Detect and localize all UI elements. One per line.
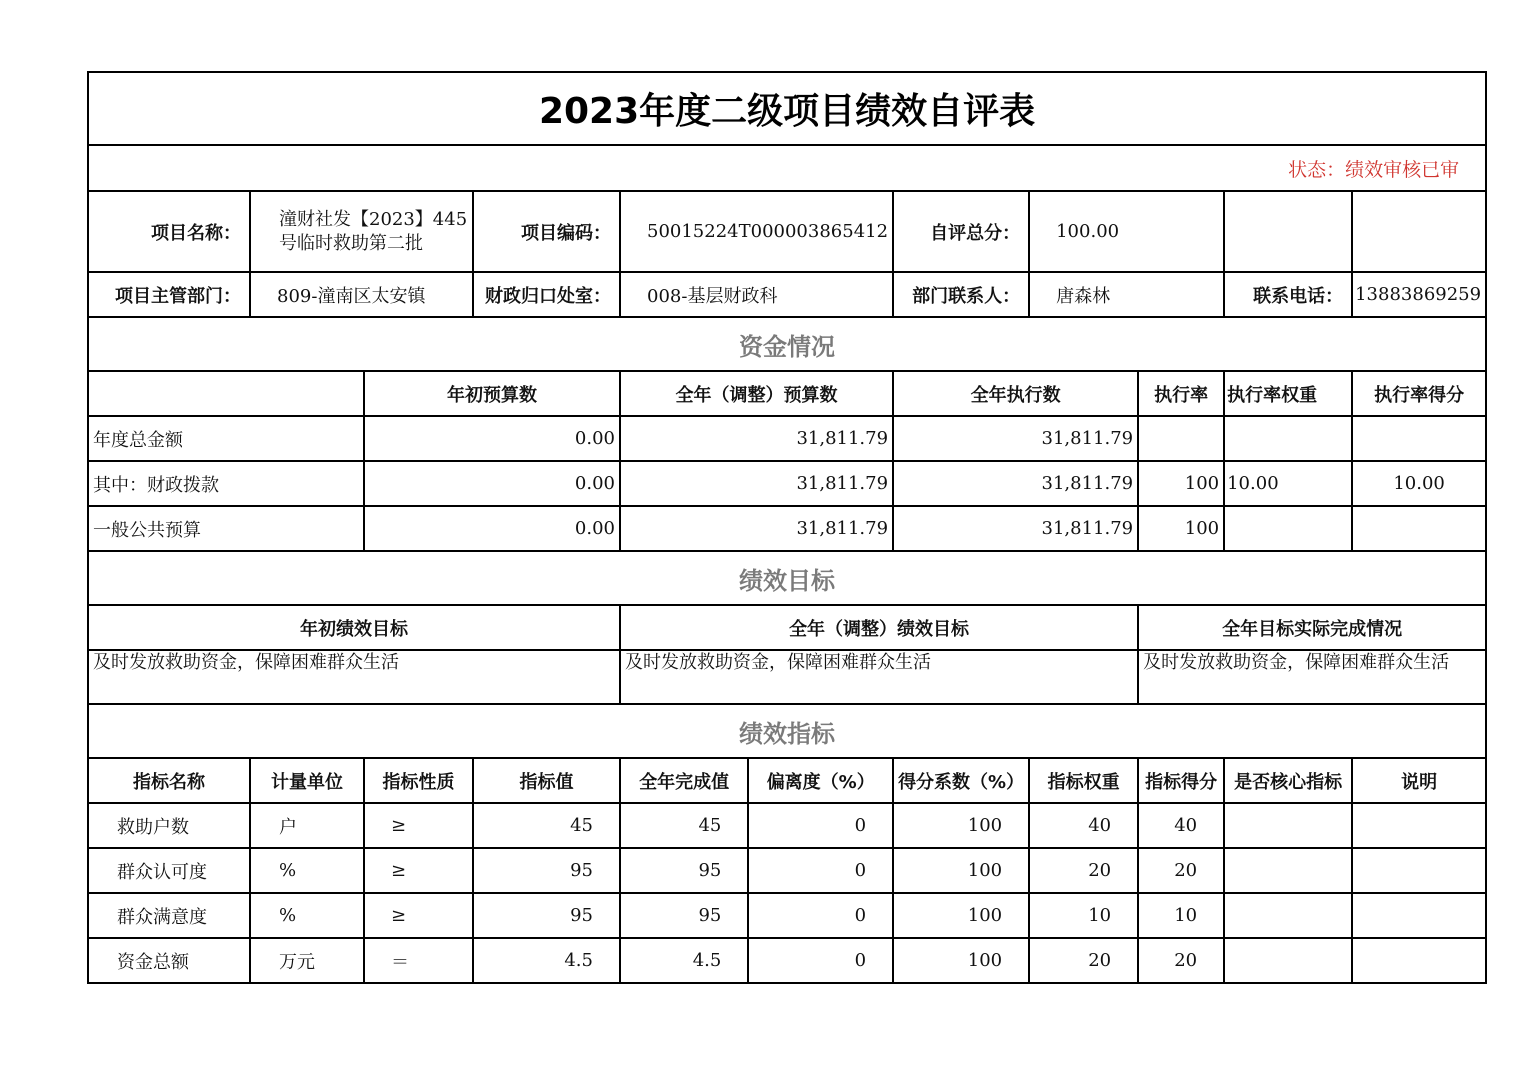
finance-office-value: 008-基层财政科 xyxy=(620,272,893,317)
funds-header-score: 执行率得分 xyxy=(1352,371,1486,416)
ind-unit: % xyxy=(250,893,364,938)
ind-coef: 100 xyxy=(893,848,1029,893)
contact-label: 部门联系人： xyxy=(893,272,1029,317)
ind-coef: 100 xyxy=(893,938,1029,983)
ind-actual: 95 xyxy=(620,848,748,893)
ind-actual: 4.5 xyxy=(620,938,748,983)
funds-executed: 31,811.79 xyxy=(893,461,1138,506)
ind-note xyxy=(1352,893,1486,938)
ind-nature: ≥ xyxy=(364,803,473,848)
goals-header-initial: 年初绩效目标 xyxy=(88,605,620,650)
ind-core xyxy=(1224,848,1352,893)
ind-nature: ≥ xyxy=(364,893,473,938)
funds-header-rate: 执行率 xyxy=(1138,371,1224,416)
funds-header-executed: 全年执行数 xyxy=(893,371,1138,416)
funds-initial: 0.00 xyxy=(364,506,620,551)
empty-header-cell xyxy=(88,371,364,416)
table-row xyxy=(88,461,1486,506)
project-name-label: 项目名称： xyxy=(88,191,250,272)
ind-header-score: 指标得分 xyxy=(1138,758,1224,803)
ind-deviation: 0 xyxy=(748,803,893,848)
page-title: 2023年度二级项目绩效自评表 xyxy=(88,72,1486,145)
ind-core xyxy=(1224,893,1352,938)
ind-header-core: 是否核心指标 xyxy=(1224,758,1352,803)
ind-target: 95 xyxy=(473,848,620,893)
ind-weight: 20 xyxy=(1029,848,1138,893)
ind-score: 20 xyxy=(1138,848,1224,893)
funds-row-label: 一般公共预算 xyxy=(88,506,364,551)
table-row xyxy=(88,803,1486,848)
phone-label: 联系电话： xyxy=(1224,272,1352,317)
ind-name: 资金总额 xyxy=(88,938,250,983)
indicators-section-title: 绩效指标 xyxy=(88,704,1486,758)
funds-adjusted: 31,811.79 xyxy=(620,461,893,506)
funds-rate: 100 xyxy=(1138,461,1224,506)
table-row xyxy=(88,506,1486,551)
funds-executed: 31,811.79 xyxy=(893,506,1138,551)
ind-score: 20 xyxy=(1138,938,1224,983)
ind-header-name: 指标名称 xyxy=(88,758,250,803)
goals-header-adjusted: 全年（调整）绩效目标 xyxy=(620,605,1138,650)
funds-weight: 10.00 xyxy=(1224,461,1352,506)
ind-weight: 40 xyxy=(1029,803,1138,848)
ind-header-note: 说明 xyxy=(1352,758,1486,803)
goal-actual-text: 及时发放救助资金，保障困难群众生活 xyxy=(1138,650,1486,704)
funds-header-initial: 年初预算数 xyxy=(364,371,620,416)
contact-value: 唐森林 xyxy=(1029,272,1224,317)
ind-header-weight: 指标权重 xyxy=(1029,758,1138,803)
empty-cell xyxy=(1224,191,1352,272)
ind-deviation: 0 xyxy=(748,893,893,938)
funds-section-title: 资金情况 xyxy=(88,317,1486,371)
goal-initial-text: 及时发放救助资金，保障困难群众生活 xyxy=(88,650,620,704)
funds-score xyxy=(1352,416,1486,461)
ind-name: 救助户数 xyxy=(88,803,250,848)
funds-adjusted: 31,811.79 xyxy=(620,416,893,461)
empty-cell xyxy=(1352,191,1486,272)
funds-rate: 100 xyxy=(1138,506,1224,551)
ind-score: 10 xyxy=(1138,893,1224,938)
ind-nature: ＝ xyxy=(364,938,473,983)
ind-note xyxy=(1352,938,1486,983)
ind-weight: 20 xyxy=(1029,938,1138,983)
goals-header-actual: 全年目标实际完成情况 xyxy=(1138,605,1486,650)
total-score-label: 自评总分： xyxy=(893,191,1029,272)
funds-score: 10.00 xyxy=(1352,461,1486,506)
phone-value: 13883869259 xyxy=(1352,272,1486,317)
ind-header-unit: 计量单位 xyxy=(250,758,364,803)
ind-core xyxy=(1224,938,1352,983)
ind-actual: 95 xyxy=(620,893,748,938)
ind-target: 95 xyxy=(473,893,620,938)
total-score-value: 100.00 xyxy=(1029,191,1224,272)
funds-header-adjusted: 全年（调整）预算数 xyxy=(620,371,893,416)
ind-deviation: 0 xyxy=(748,848,893,893)
status-text: 状态：绩效审核已审 xyxy=(88,145,1486,191)
ind-core xyxy=(1224,803,1352,848)
funds-executed: 31,811.79 xyxy=(893,416,1138,461)
table-row xyxy=(88,416,1486,461)
ind-unit: % xyxy=(250,848,364,893)
ind-header-nature: 指标性质 xyxy=(364,758,473,803)
ind-weight: 10 xyxy=(1029,893,1138,938)
funds-header-weight: 执行率权重 xyxy=(1224,371,1352,416)
ind-unit: 万元 xyxy=(250,938,364,983)
table-row xyxy=(88,938,1486,983)
ind-header-target: 指标值 xyxy=(473,758,620,803)
self-evaluation-table xyxy=(87,71,1487,984)
ind-unit: 户 xyxy=(250,803,364,848)
funds-initial: 0.00 xyxy=(364,416,620,461)
goals-section-title: 绩效目标 xyxy=(88,551,1486,605)
finance-office-label: 财政归口处室： xyxy=(473,272,620,317)
project-code-value: 50015224T000003865412 xyxy=(620,191,893,272)
ind-score: 40 xyxy=(1138,803,1224,848)
ind-coef: 100 xyxy=(893,803,1029,848)
ind-deviation: 0 xyxy=(748,938,893,983)
funds-row-label: 年度总金额 xyxy=(88,416,364,461)
funds-adjusted: 31,811.79 xyxy=(620,506,893,551)
funds-rate xyxy=(1138,416,1224,461)
goal-adjusted-text: 及时发放救助资金，保障困难群众生活 xyxy=(620,650,1138,704)
ind-target: 4.5 xyxy=(473,938,620,983)
ind-nature: ≥ xyxy=(364,848,473,893)
ind-header-actual: 全年完成值 xyxy=(620,758,748,803)
dept-label: 项目主管部门： xyxy=(88,272,250,317)
funds-row-label: 其中：财政拨款 xyxy=(88,461,364,506)
funds-weight xyxy=(1224,416,1352,461)
ind-actual: 45 xyxy=(620,803,748,848)
funds-weight xyxy=(1224,506,1352,551)
ind-name: 群众认可度 xyxy=(88,848,250,893)
project-name-value: 潼财社发【2023】445号临时救助第二批 xyxy=(250,191,473,272)
funds-initial: 0.00 xyxy=(364,461,620,506)
ind-target: 45 xyxy=(473,803,620,848)
ind-name: 群众满意度 xyxy=(88,893,250,938)
table-row xyxy=(88,893,1486,938)
project-code-label: 项目编码： xyxy=(473,191,620,272)
table-row xyxy=(88,848,1486,893)
funds-score xyxy=(1352,506,1486,551)
dept-value: 809-潼南区太安镇 xyxy=(250,272,473,317)
ind-header-coef: 得分系数（%） xyxy=(893,758,1029,803)
ind-note xyxy=(1352,848,1486,893)
ind-note xyxy=(1352,803,1486,848)
ind-coef: 100 xyxy=(893,893,1029,938)
ind-header-deviation: 偏离度（%） xyxy=(748,758,893,803)
